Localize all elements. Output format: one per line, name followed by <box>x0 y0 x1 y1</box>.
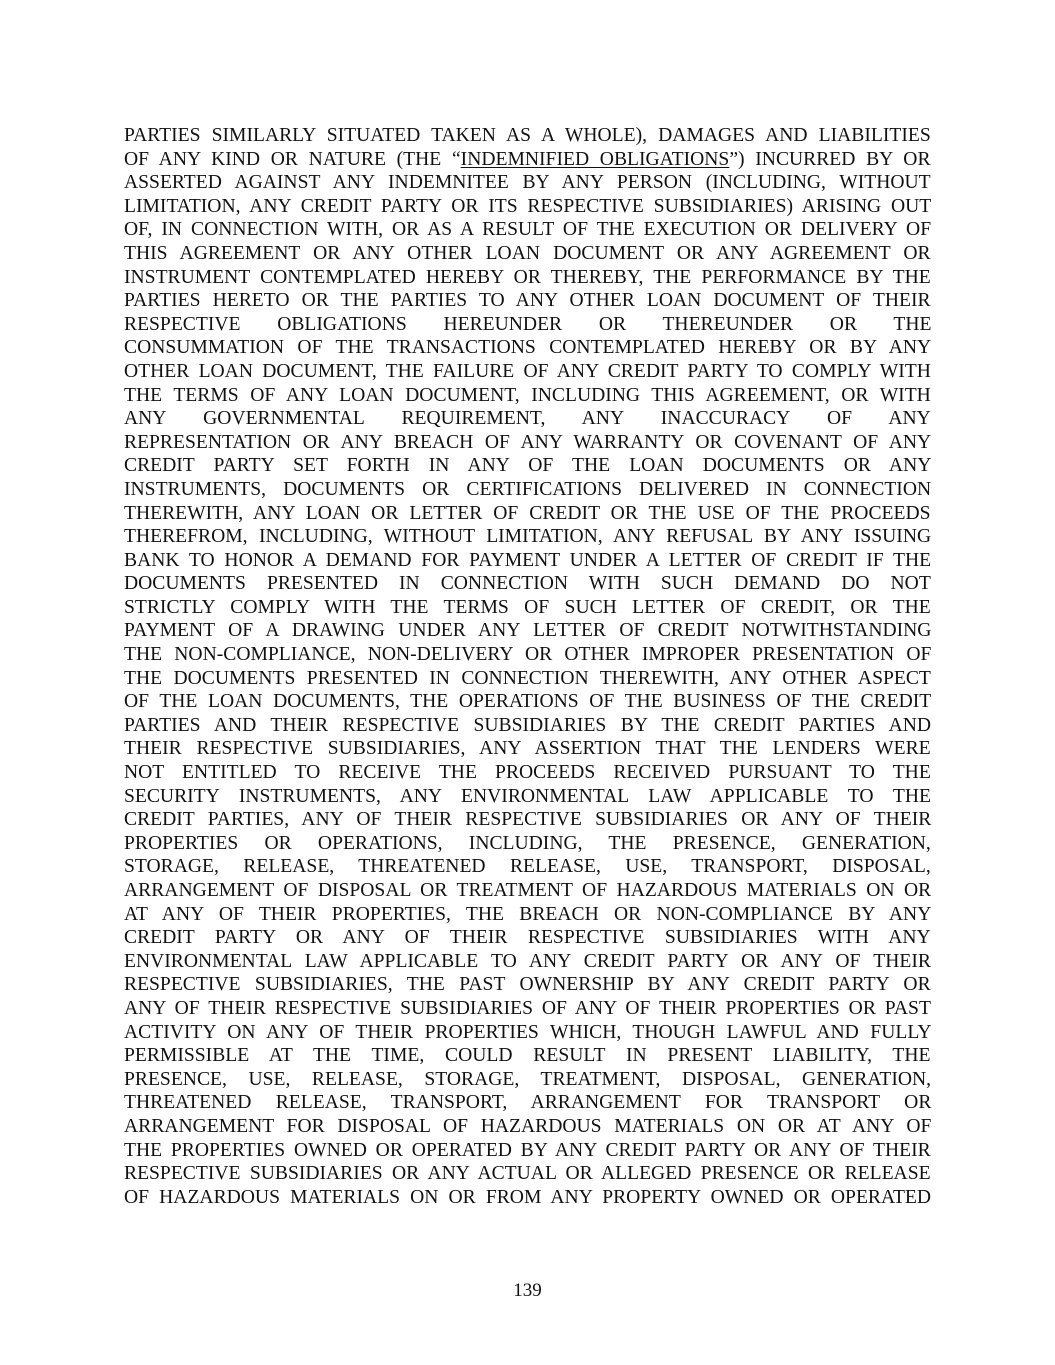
text-line: ARRANGEMENT OF DISPOSAL OR TREATMENT OF HAZARDOUS MATERIALS ON OR <box>124 880 932 901</box>
text-line: CONSUMMATION OF THE TRANSACTIONS CONTEMPLATED HEREBY OR BY ANY <box>124 337 932 359</box>
text-line: RESPECTIVE OBLIGATIONS HEREUNDER OR THEREUNDER OR THE <box>124 313 932 335</box>
text-line: INSTRUMENTS, DOCUMENTS OR CERTIFICATIONS DELIVERED IN CONNECTION <box>124 478 932 500</box>
text-segment: OF ANY KIND OR NATURE (THE “ <box>124 148 461 170</box>
page-number: 139 <box>513 1280 542 1301</box>
text-line: RESPECTIVE SUBSIDIARIES OR ANY ACTUAL OR ALLEGED PRESENCE OR RELEASE <box>124 1163 931 1185</box>
text-line: THEREFROM, INCLUDING, WITHOUT LIMITATION, ANY REFUSAL BY ANY ISSUING <box>124 526 932 548</box>
text-line: STRICTLY COMPLY WITH THE TERMS OF SUCH LETTER OF CREDIT, OR THE <box>124 596 931 618</box>
text-line: PAYMENT OF A DRAWING UNDER ANY LETTER OF CREDIT NOTWITHSTANDING <box>124 620 932 642</box>
text-line: OF HAZARDOUS MATERIALS ON OR FROM ANY PROPERTY OWNED OR OPERATED <box>124 1186 932 1208</box>
text-line: THREATENED RELEASE, TRANSPORT, ARRANGEMENT FOR TRANSPORT OR <box>124 1092 932 1114</box>
text-line: ACTIVITY ON ANY OF THEIR PROPERTIES WHICH, THOUGH LAWFUL AND FULLY <box>124 1021 932 1043</box>
text-line: AT ANY OF THEIR PROPERTIES, THE BREACH OR NON-COMPLIANCE BY ANY <box>124 903 932 925</box>
text-line: SECURITY INSTRUMENTS, ANY ENVIRONMENTAL LAW APPLICABLE TO THE <box>124 785 931 807</box>
text-line: ENVIRONMENTAL LAW APPLICABLE TO ANY CREDIT PARTY OR ANY OF THEIR <box>124 950 931 972</box>
text-line: NOT ENTITLED TO RECEIVE THE PROCEEDS RECEIVED PURSUANT TO THE <box>124 762 931 784</box>
text-line: PARTIES AND THEIR RESPECTIVE SUBSIDIARIES BY THE CREDIT PARTIES AND <box>124 714 932 736</box>
text-line: PERMISSIBLE AT THE TIME, COULD RESULT IN PRESENT LIABILITY, THE <box>124 1045 931 1067</box>
text-line: LIMITATION, ANY CREDIT PARTY OR ITS RESPECTIVE SUBSIDIARIES) ARISING OUT <box>124 195 932 217</box>
text-line: THE NON-COMPLIANCE, NON-DELIVERY OR OTHER IMPROPER PRESENTATION OF <box>124 644 932 666</box>
text-line: DOCUMENTS PRESENTED IN CONNECTION WITH SUCH DEMAND DO NOT <box>124 573 931 595</box>
text-line: THE TERMS OF ANY LOAN DOCUMENT, INCLUDING THIS AGREEMENT, OR WITH <box>124 384 931 406</box>
text-line: PROPERTIES OR OPERATIONS, INCLUDING, THE PRESENCE, GENERATION, <box>124 832 931 854</box>
text-line: THE DOCUMENTS PRESENTED IN CONNECTION THEREWITH, ANY OTHER ASPECT <box>124 667 931 689</box>
text-line: OF THE LOAN DOCUMENTS, THE OPERATIONS OF THE BUSINESS OF THE CREDIT <box>124 691 932 713</box>
text-line: CREDIT PARTIES, ANY OF THEIR RESPECTIVE SUBSIDIARIES OR ANY OF THEIR <box>124 809 932 831</box>
text-line: OTHER LOAN DOCUMENT, THE FAILURE OF ANY CREDIT PARTY TO COMPLY WITH <box>124 360 931 382</box>
text-line: PRESENCE, USE, RELEASE, STORAGE, TREATMENT, DISPOSAL, GENERATION, <box>124 1068 932 1090</box>
text-line: INSTRUMENT CONTEMPLATED HEREBY OR THEREBY, THE PERFORMANCE BY THE <box>124 266 931 288</box>
text-line: PARTIES HERETO OR THE PARTIES TO ANY OTHER LOAN DOCUMENT OF THEIR <box>124 290 931 312</box>
body-paragraph <box>124 124 931 1209</box>
text-line <box>124 148 931 172</box>
text-segment: ”) INCURRED BY OR <box>729 148 931 170</box>
text-line: THEIR RESPECTIVE SUBSIDIARIES, ANY ASSERTION THAT THE LENDERS WERE <box>124 738 931 760</box>
text-line: THE PROPERTIES OWNED OR OPERATED BY ANY CREDIT PARTY OR ANY OF THEIR <box>124 1139 931 1161</box>
text-line: ARRANGEMENT FOR DISPOSAL OF HAZARDOUS MATERIALS ON OR AT ANY OF <box>124 1115 932 1137</box>
text-line: PARTIES SIMILARLY SITUATED TAKEN AS A WHOLE), DAMAGES AND LIABILITIES <box>124 125 931 146</box>
text-line: STORAGE, RELEASE, THREATENED RELEASE, USE, TRANSPORT, DISPOSAL, <box>124 856 931 878</box>
text-line: ANY OF THEIR RESPECTIVE SUBSIDIARIES OF ANY OF THEIR PROPERTIES OR PAST <box>124 997 931 1019</box>
text-line: THIS AGREEMENT OR ANY OTHER LOAN DOCUMENT OR ANY AGREEMENT OR <box>124 242 931 264</box>
text-line: ANY GOVERNMENTAL REQUIREMENT, ANY INACCURACY OF ANY <box>124 408 931 430</box>
text-line: CREDIT PARTY SET FORTH IN ANY OF THE LOAN DOCUMENTS OR ANY <box>124 455 932 477</box>
text-line: ASSERTED AGAINST ANY INDEMNITEE BY ANY PERSON (INCLUDING, WITHOUT <box>124 172 931 194</box>
text-line: CREDIT PARTY OR ANY OF THEIR RESPECTIVE SUBSIDIARIES WITH ANY <box>124 927 931 949</box>
text-line: REPRESENTATION OR ANY BREACH OF ANY WARRANTY OR COVENANT OF ANY <box>124 431 932 453</box>
text-line: OF, IN CONNECTION WITH, OR AS A RESULT OF THE EXECUTION OR DELIVERY OF <box>124 219 932 241</box>
text-line: BANK TO HONOR A DEMAND FOR PAYMENT UNDER A LETTER OF CREDIT IF THE <box>124 549 932 571</box>
text-line: THEREWITH, ANY LOAN OR LETTER OF CREDIT OR THE USE OF THE PROCEEDS <box>124 502 931 524</box>
text-line: RESPECTIVE SUBSIDIARIES, THE PAST OWNERSHIP BY ANY CREDIT PARTY OR <box>124 974 931 996</box>
defined-term: INDEMNIFIED OBLIGATIONS <box>460 148 730 170</box>
